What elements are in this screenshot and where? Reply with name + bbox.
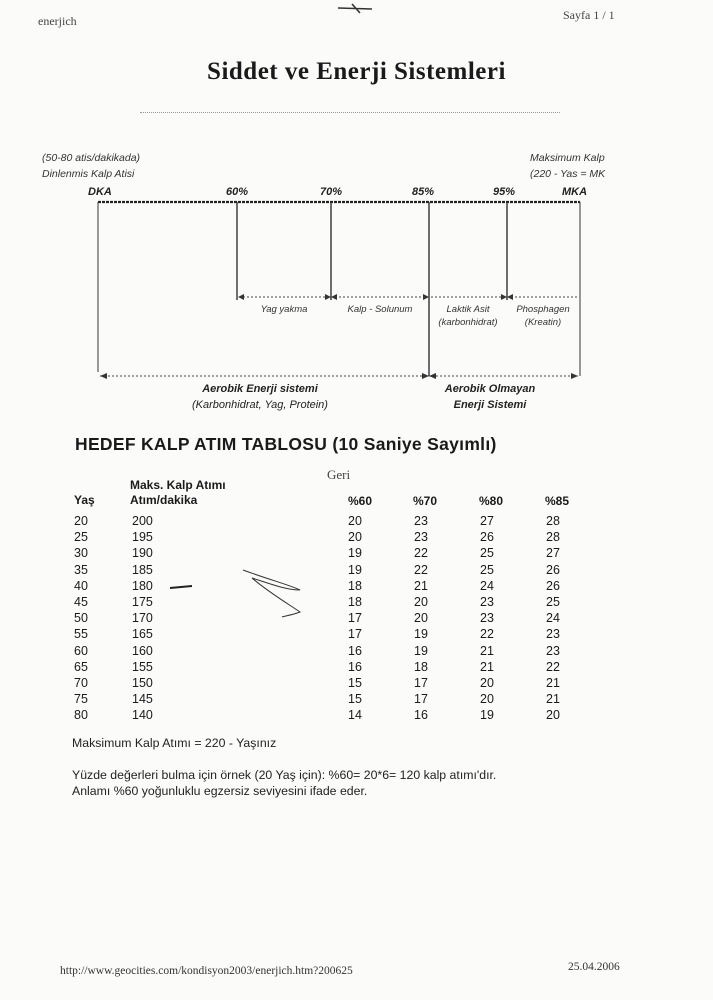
header-filename: enerjich bbox=[38, 14, 77, 28]
cell-pct85: 21 bbox=[546, 676, 560, 690]
cell-pct60: 15 bbox=[348, 676, 362, 690]
phosphagen-sub-label: (Kreatin) bbox=[524, 317, 562, 328]
cardio-zone: Kalp - Solunum bbox=[347, 304, 413, 315]
header-percent-60: %60 bbox=[348, 494, 373, 508]
max-heart-rate-label: Maksimum Kalp bbox=[530, 152, 605, 164]
cell-pct85: 28 bbox=[546, 530, 560, 545]
aerobic-system-label bbox=[150, 381, 370, 413]
cell-pct70: 18 bbox=[414, 659, 428, 674]
cell-pct85: 24 bbox=[546, 611, 560, 626]
cell-age: 75 bbox=[74, 692, 88, 707]
cell-pct85: 23 bbox=[546, 627, 560, 642]
energy-system-diagram bbox=[0, 0, 713, 430]
cell-pct80: 21 bbox=[480, 643, 494, 658]
header-percent-85: %85 bbox=[545, 494, 570, 508]
cell-pct60: 19 bbox=[348, 562, 362, 577]
cell-age: 40 bbox=[74, 578, 88, 593]
cell-pct80: 23 bbox=[480, 595, 494, 609]
max-heart-rate-formula: (220 - Yas = MK bbox=[530, 168, 606, 180]
table-heading: HEDEF KALP ATIM TABLOSU (10 Saniye Sayımlı) bbox=[75, 434, 497, 454]
cell-pct80: 26 bbox=[480, 530, 494, 545]
cell-pct80: 22 bbox=[480, 627, 494, 642]
header-percent-70: %70 bbox=[413, 494, 438, 508]
cell-pct80: 23 bbox=[480, 611, 494, 626]
table-row bbox=[0, 707, 713, 723]
cell-max-rate: 180 bbox=[132, 578, 153, 593]
cell-pct80: 21 bbox=[480, 659, 494, 674]
table-row bbox=[0, 659, 713, 675]
cell-pct85: 26 bbox=[546, 578, 560, 593]
cell-pct70: 21 bbox=[414, 578, 428, 593]
page-title: Siddet ve Enerji Sistemleri bbox=[207, 58, 506, 85]
cell-max-rate: 175 bbox=[132, 595, 153, 609]
cell-pct80: 19 bbox=[480, 708, 494, 723]
cell-pct80: 27 bbox=[480, 514, 494, 528]
anaerobic-system-label bbox=[430, 381, 550, 413]
table-row bbox=[0, 643, 713, 659]
cell-age: 30 bbox=[74, 546, 88, 561]
cell-pct60: 16 bbox=[348, 643, 362, 658]
cell-pct85: 28 bbox=[546, 514, 560, 528]
cell-pct60: 17 bbox=[348, 611, 362, 626]
cell-max-rate: 190 bbox=[132, 546, 153, 561]
table-row bbox=[0, 610, 713, 626]
phosphagen-label: Phosphagen bbox=[516, 304, 570, 315]
cell-age: 65 bbox=[74, 659, 88, 674]
cell-pct70: 16 bbox=[414, 708, 428, 723]
cell-pct85: 20 bbox=[546, 708, 560, 723]
cell-pct60: 17 bbox=[348, 627, 362, 642]
cell-max-rate: 155 bbox=[132, 659, 153, 674]
anaerobic-title: Aerobik Olmayan bbox=[444, 383, 536, 395]
cell-max-rate: 145 bbox=[132, 692, 153, 707]
cell-max-rate: 150 bbox=[132, 676, 153, 690]
cell-age: 35 bbox=[74, 562, 88, 577]
table-row bbox=[0, 529, 713, 545]
cell-pct85: 21 bbox=[546, 692, 560, 707]
cell-pct85: 26 bbox=[546, 562, 560, 577]
cell-pct60: 19 bbox=[348, 546, 362, 561]
cell-age: 45 bbox=[74, 595, 88, 609]
header-beats-per-minute: Atım/dakika bbox=[130, 493, 198, 507]
footer-url: http://www.geocities.com/kondisyon2003/enerjich.htm?200625 bbox=[60, 965, 353, 977]
cell-age: 25 bbox=[74, 530, 88, 545]
cell-pct60: 18 bbox=[348, 578, 362, 593]
cell-pct60: 20 bbox=[348, 514, 362, 528]
cell-pct85: 23 bbox=[546, 643, 560, 658]
cell-pct70: 19 bbox=[414, 643, 428, 658]
cell-max-rate: 160 bbox=[132, 643, 153, 658]
cell-max-rate: 195 bbox=[132, 530, 153, 545]
header-percent-80: %80 bbox=[479, 494, 504, 508]
anaerobic-subtitle: Enerji Sistemi bbox=[453, 399, 527, 411]
back-link[interactable]: Geri bbox=[327, 467, 351, 482]
meaning-note: Anlamı %60 yoğunluklu egzersiz seviyesini ifade eder. bbox=[72, 784, 368, 798]
cell-age: 60 bbox=[74, 643, 88, 658]
table-row bbox=[0, 562, 713, 578]
cell-pct70: 19 bbox=[414, 627, 428, 642]
aerobic-title: Aerobik Enerji sistemi bbox=[202, 383, 318, 395]
cell-pct80: 24 bbox=[480, 578, 494, 593]
cell-max-rate: 200 bbox=[132, 514, 153, 528]
table-row bbox=[0, 691, 713, 707]
header-max-heart-rate: Maks. Kalp Atımı bbox=[130, 478, 226, 492]
table-row bbox=[0, 594, 713, 610]
cell-pct80: 25 bbox=[480, 562, 494, 577]
cell-pct60: 20 bbox=[348, 530, 362, 545]
cell-pct70: 17 bbox=[414, 692, 428, 707]
lactic-acid-label: Laktik Asit bbox=[446, 304, 490, 315]
cell-pct80: 20 bbox=[480, 692, 494, 707]
percent-70-label: 70% bbox=[320, 186, 343, 198]
percent-60-label: 60% bbox=[226, 186, 249, 198]
fat-burning-zone: Yag yakma bbox=[260, 304, 308, 315]
resting-range-label: (50-80 atis/dakikada) bbox=[42, 152, 141, 164]
table-row bbox=[0, 513, 713, 529]
cell-age: 50 bbox=[74, 611, 88, 626]
cell-pct70: 22 bbox=[414, 546, 428, 561]
cell-pct70: 23 bbox=[414, 514, 428, 528]
percent-95-label: 95% bbox=[493, 186, 516, 198]
cell-pct85: 27 bbox=[546, 546, 560, 561]
table-row bbox=[0, 578, 713, 594]
cell-pct60: 15 bbox=[348, 692, 362, 707]
mka-label: MKA bbox=[562, 186, 588, 198]
cell-pct70: 20 bbox=[414, 611, 428, 626]
lactic-acid-zone bbox=[430, 303, 506, 329]
cell-max-rate: 185 bbox=[132, 562, 153, 577]
cell-age: 55 bbox=[74, 627, 88, 642]
phosphagen-zone bbox=[508, 303, 578, 329]
cell-age: 20 bbox=[74, 514, 88, 528]
cell-pct60: 16 bbox=[348, 659, 362, 674]
table-row bbox=[0, 545, 713, 561]
cell-pct60: 18 bbox=[348, 595, 362, 609]
cell-age: 70 bbox=[74, 676, 88, 690]
cell-pct70: 23 bbox=[414, 530, 428, 545]
cell-pct70: 22 bbox=[414, 562, 428, 577]
cell-max-rate: 165 bbox=[132, 627, 153, 642]
dka-label: DKA bbox=[88, 186, 112, 198]
cell-max-rate: 140 bbox=[132, 708, 153, 723]
cell-max-rate: 170 bbox=[132, 611, 153, 626]
example-note: Yüzde değerleri bulma için örnek (20 Yaş için): %60= 20*6= 120 kalp atımı'dır. bbox=[72, 768, 497, 782]
header-age: Yaş bbox=[74, 493, 95, 507]
cell-pct70: 20 bbox=[414, 595, 428, 609]
table-row bbox=[0, 626, 713, 642]
resting-heart-rate-label: Dinlenmis Kalp Atisi bbox=[42, 168, 135, 180]
lactic-acid-sub-label: (karbonhidrat) bbox=[438, 317, 498, 328]
footer-date: 25.04.2006 bbox=[568, 961, 620, 973]
aerobic-subtitle: (Karbonhidrat, Yag, Protein) bbox=[192, 399, 328, 411]
cell-pct80: 25 bbox=[480, 546, 494, 561]
cell-pct85: 22 bbox=[546, 659, 560, 674]
header-page-number: Sayfa 1 / 1 bbox=[563, 8, 615, 22]
max-heart-rate-formula-note: Maksimum Kalp Atımı = 220 - Yaşınız bbox=[72, 736, 277, 750]
cell-pct85: 25 bbox=[546, 595, 560, 609]
cell-age: 80 bbox=[74, 708, 88, 723]
cell-pct70: 17 bbox=[414, 676, 428, 690]
cell-pct80: 20 bbox=[480, 676, 494, 690]
table-row bbox=[0, 675, 713, 691]
percent-85-label: 85% bbox=[412, 186, 435, 198]
cell-pct60: 14 bbox=[348, 708, 362, 723]
